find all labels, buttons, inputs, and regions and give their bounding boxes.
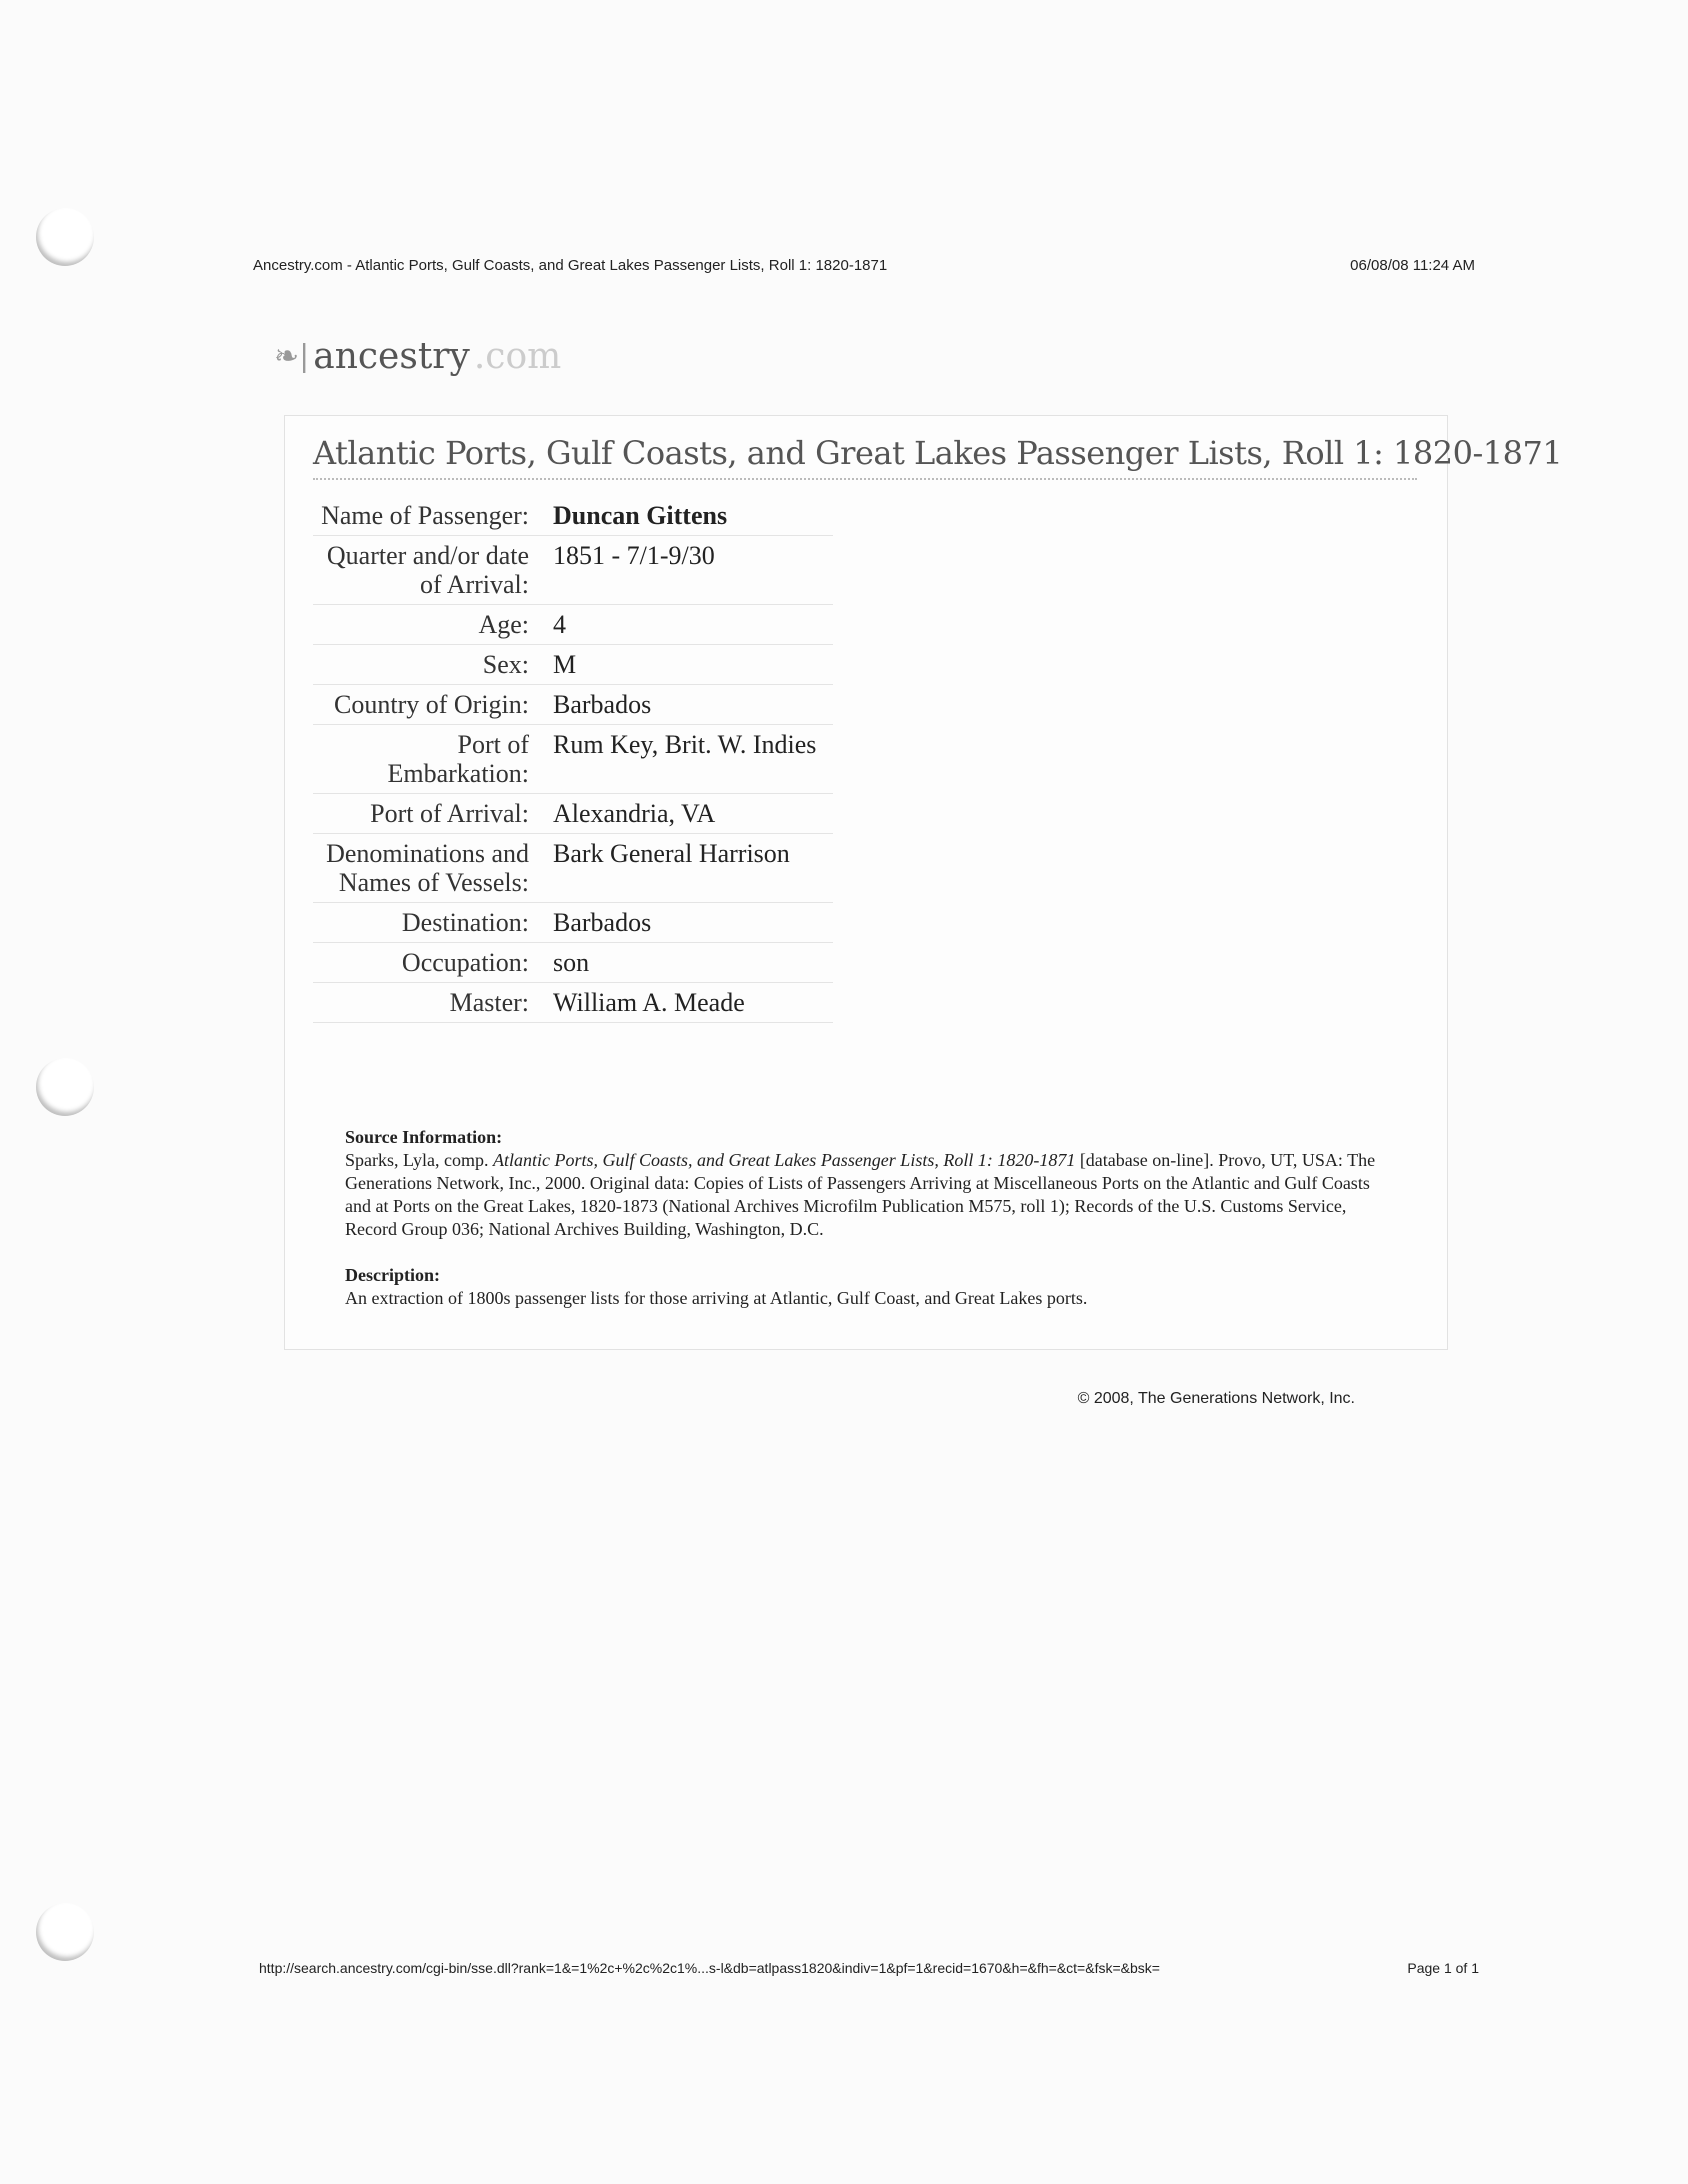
field-value: 4 (553, 605, 833, 645)
record-row (313, 496, 833, 536)
description-heading: Description: (345, 1265, 440, 1285)
field-label: Destination: (313, 903, 553, 943)
record-row (313, 605, 833, 645)
source-heading: Source Information: (345, 1127, 503, 1147)
field-label: Port of Embarkation: (313, 725, 553, 794)
record-row (313, 536, 833, 605)
field-value: 1851 - 7/1-9/30 (553, 536, 833, 605)
logo-text: ancestry (313, 336, 470, 377)
title-divider (313, 478, 1417, 480)
record-table (313, 496, 833, 1023)
record-row (313, 725, 833, 794)
field-label: Country of Origin: (313, 685, 553, 725)
print-header-title: Ancestry.com - Atlantic Ports, Gulf Coasts, and Great Lakes Passenger Lists, Roll 1: 1820-1871 (253, 257, 888, 274)
print-header-date: 06/08/08 11:24 AM (1350, 257, 1475, 274)
field-label: Quarter and/or date of Arrival: (313, 536, 553, 605)
field-label: Denominations and Names of Vessels: (313, 834, 553, 903)
field-value: son (553, 943, 833, 983)
field-value: Barbados (553, 685, 833, 725)
record-row (313, 943, 833, 983)
field-label: Sex: (313, 645, 553, 685)
ancestry-logo (274, 336, 561, 377)
record-row (313, 685, 833, 725)
source-pre: Sparks, Lyla, comp. (345, 1150, 493, 1170)
leaf-icon: ❧| (274, 339, 310, 374)
source-section (345, 1126, 1395, 1310)
punch-hole (36, 208, 94, 266)
source-title: Atlantic Ports, Gulf Coasts, and Great Lakes Passenger Lists, Roll 1: 1820-1871 (492, 1150, 1076, 1170)
field-label: Master: (313, 983, 553, 1023)
field-value: M (553, 645, 833, 685)
field-value: Alexandria, VA (553, 794, 833, 834)
field-value: Rum Key, Brit. W. Indies (553, 725, 833, 794)
record-row (313, 794, 833, 834)
field-value: Barbados (553, 903, 833, 943)
field-value: William A. Meade (553, 983, 833, 1023)
logo-suffix: .com (473, 336, 562, 377)
record-row (313, 834, 833, 903)
description-text: An extraction of 1800s passenger lists for those arriving at Atlantic, Gulf Coast, and Great Lakes ports. (345, 1288, 1088, 1308)
field-value: Duncan Gittens (553, 496, 833, 536)
field-label: Name of Passenger: (313, 496, 553, 536)
field-label: Occupation: (313, 943, 553, 983)
record-row (313, 645, 833, 685)
record-row (313, 983, 833, 1023)
footer-page: Page 1 of 1 (1407, 1960, 1479, 1976)
copyright: © 2008, The Generations Network, Inc. (1077, 1390, 1355, 1407)
record-title: Atlantic Ports, Gulf Coasts, and Great Lakes Passenger Lists, Roll 1: 1820-1871 (313, 434, 1563, 472)
punch-hole (36, 1058, 94, 1116)
footer-url: http://search.ancestry.com/cgi-bin/sse.dll?rank=1&=1%2c+%2c%2c1%...s-l&db=atlpass1820&indiv=1&pf=1&recid=1670&h=&fh=&ct=&fsk=&bsk= (259, 1960, 1160, 1976)
field-label: Age: (313, 605, 553, 645)
record-row (313, 903, 833, 943)
field-label: Port of Arrival: (313, 794, 553, 834)
source-text (345, 1150, 1375, 1239)
punch-hole (36, 1903, 94, 1961)
source-post: [database on-line]. Provo, UT, USA: The Generations Network, Inc., 2000. Original data: Copies of Lists of Passengers Arriving at Miscellaneous Ports on the Atlantic and Gulf Coasts and at Ports on the Great Lakes, 1820-1873 (National Archives Microfilm Publication M575, roll 1); Records of the U.S. Customs Service, Record Group 036; National Archives Building, Washington, D.C. (345, 1150, 1376, 1239)
field-value: Bark General Harrison (553, 834, 833, 903)
